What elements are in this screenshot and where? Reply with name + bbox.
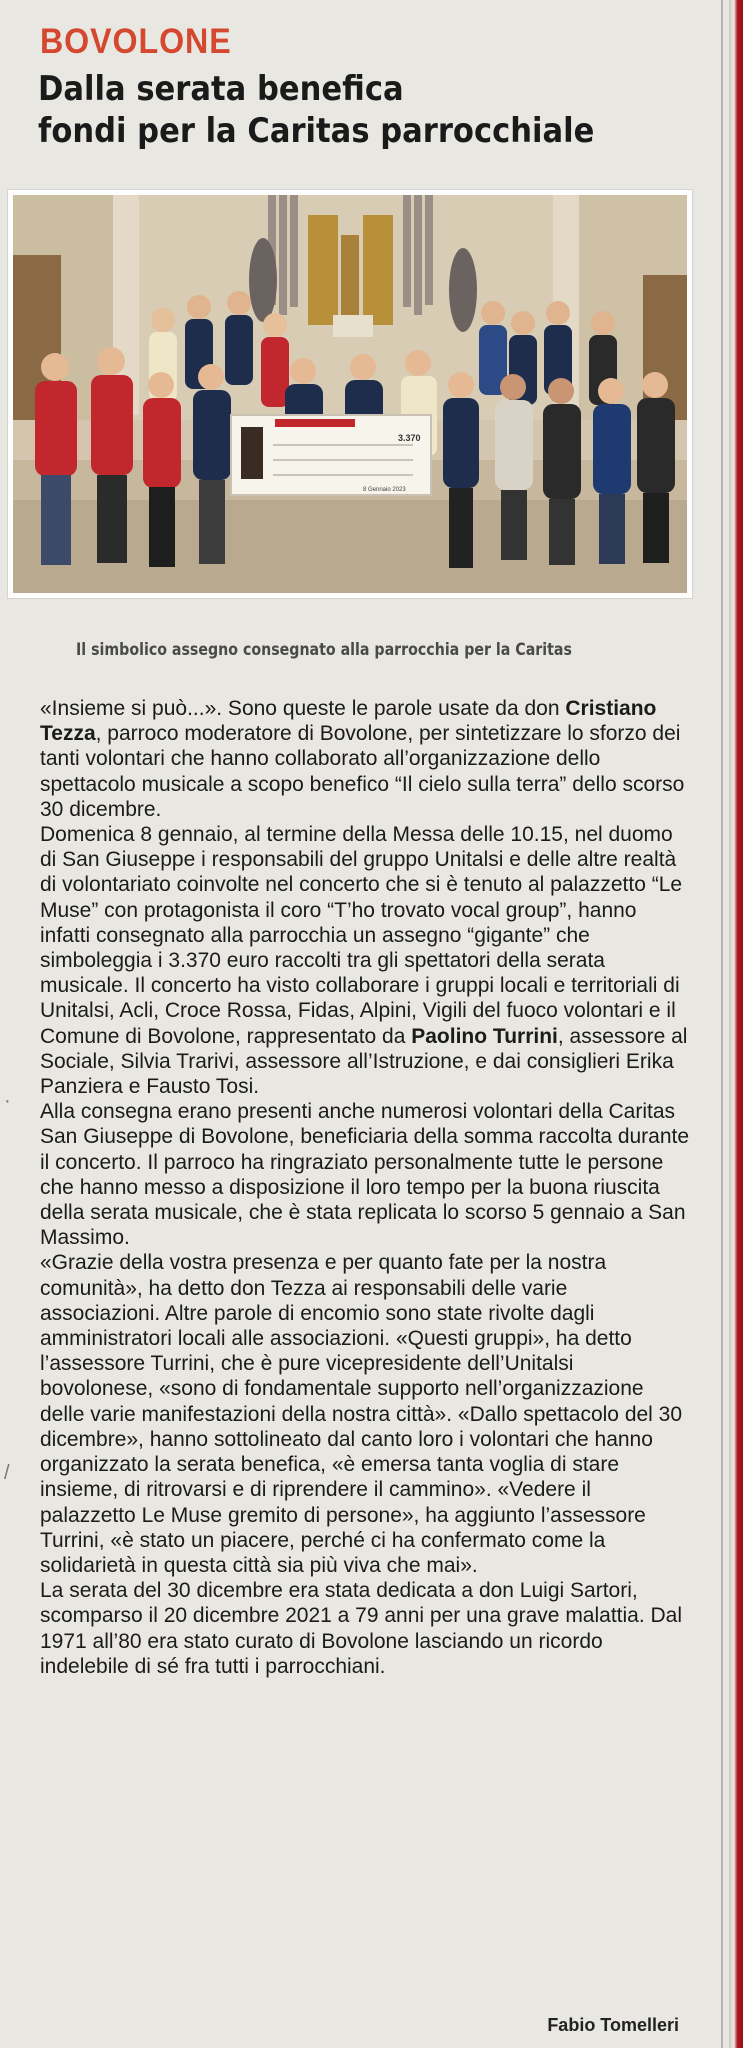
article-text: «Insieme si può...». Sono queste le parole usate da don (40, 697, 566, 720)
byline-author: Fabio Tomelleri (547, 2015, 679, 2035)
giant-check (231, 415, 431, 495)
article-body (40, 696, 690, 1679)
article-name-bold: Cristiano Tezza (40, 697, 657, 746)
headline-line-2: fondi per la Caritas parrocchiale (38, 111, 595, 151)
article-text: Alla consegna erano presenti anche numerosi volontari della Caritas San Giuseppe di Bovolone, beneficiaria della somma raccolta durante il concerto. Il parroco ha ringraziato personalmente tutte le persone che hanno messo a disposizione il loro tempo per la buona riuscita della serata musicale, che è stata replicata lo scorso 5 gennaio a San Massimo. (40, 1100, 690, 1250)
article-name-bold: Paolino Turrini (411, 1024, 558, 1048)
headline-line-1: Dalla serata benefica (38, 69, 404, 109)
headline (38, 68, 632, 152)
article-paragraph (40, 1099, 690, 1250)
column-rule (721, 0, 723, 2048)
article-paragraph (40, 1250, 690, 1578)
margin-mark: / (4, 1462, 10, 1484)
statue-right (449, 248, 477, 332)
check-date: 8 Gennaio 2023 (363, 487, 406, 493)
article-paragraph (40, 696, 690, 822)
page-binding-edge (729, 0, 743, 2048)
photo-frame (8, 190, 692, 598)
group-photo-illustration (13, 195, 687, 593)
check-amount: 3.370 (398, 433, 421, 443)
group-photo (13, 195, 687, 593)
article-paragraph (40, 822, 690, 1099)
article-text: «Grazie della vostra presenza e per quanto fate per la nostra comunità», ha detto don Tezza ai responsabili delle varie associazioni. Altre parole di encomio sono state rivolte dagli amministratori locali alle associazioni. «Questi gruppi», ha detto l’assessore Turrini, che è pure vicepresidente dell’Unitalsi bovolonese, «sono di fondamentale supporto nell’organizzazione delle varie manifestazioni della nostra città». «Dallo spettacolo del 30 dicembre», hanno sottolineato dal canto loro i volontari che hanno organizzato la serata benefica, «è emersa tanta voglia di stare insieme, di ritrovarsi e di riprendere il cammino». «Vedere il palazzetto Le Muse gremito di persone», ha aggiunto l’assessore Turrini, «è stato un piacere, perché ci ha confermato come la solidarietà in questa città sia più viva che mai». (40, 1251, 683, 1577)
statue-left (249, 238, 277, 322)
article-text: , assessore al Sociale, Silvia Trarivi, assessore all’Istruzione, e dai consiglieri Erika Panziera e Fausto Tosi. (40, 1024, 688, 1099)
article-text: Domenica 8 gennaio, al termine della Messa delle 10.15, nel duomo di San Giuseppe i responsabili del gruppo Unitalsi e delle altre realtà di volontariato coinvolte nel concerto che si è tenuto al palazzetto “Le Muse” con protagonista il coro “T’ho trovato vocal group”, hanno infatti consegnato alla parrocchia un assegno “gigante” che simboleggia i 3.370 euro raccolti tra gli spettatori della serata musicale. Il concerto ha visto collaborare i gruppi locali e territoriali di Unitalsi, Acli, Croce Rossa, Fidas, Alpini, Vigili del fuoco volontari e il Comune di Bovolone, rappresentato da (40, 823, 683, 1048)
article-paragraph (40, 1578, 690, 1679)
margin-mark: · (4, 1090, 11, 1112)
article-text: , parroco moderatore di Bovolone, per sintetizzare lo sforzo dei tanti volontari che hanno collaborato all’organizzazione dello spettacolo musicale a scopo benefico “Il cielo sulla terra” dello scorso 30 dicembre. (40, 722, 685, 821)
photo-caption: Il simbolico assegno consegnato alla parrocchia per la Caritas (76, 640, 572, 659)
article-text: La serata del 30 dicembre era stata dedicata a don Luigi Sartori, scomparso il 20 dicembre 2021 a 79 anni per una grave malattia. Dal 1971 all’80 era stato curato di Bovolone lasciando un ricordo indelebile di sé fra tutti i parrocchiani. (40, 1579, 683, 1678)
section-tag: BOVOLONE (40, 22, 232, 61)
